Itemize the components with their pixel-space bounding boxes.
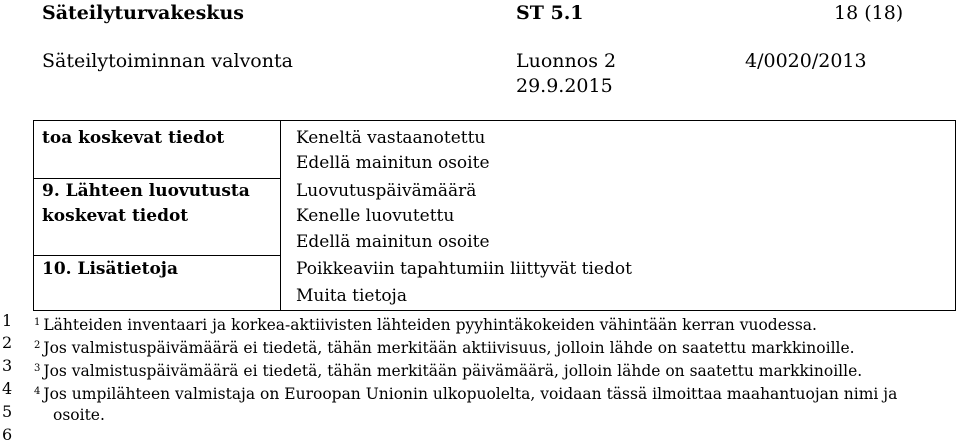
section-label: 9. Lähteen luovutusta	[42, 181, 250, 201]
field-label: Edellä mainitun osoite	[296, 232, 490, 252]
footnote-text: Jos umpilähteen valmistaja on Euroopan Unionin ulkopuolelta, voidaan tässä ilmoittaa maahantuojan nimi ja	[43, 385, 898, 403]
field-label: Luovutuspäivämäärä	[296, 181, 477, 201]
table-bottom-border	[33, 310, 956, 311]
footnote-text: Jos valmistuspäivämäärä ei tiedetä, tähän merkitään päivämäärä, jolloin lähde on saatettu markkinoille.	[43, 362, 863, 380]
footnote-mark: 3	[34, 363, 41, 374]
field-label: Keneltä vastaanotettu	[296, 128, 486, 148]
line-number: 4	[2, 379, 13, 398]
footnote	[34, 381, 897, 405]
footnote-mark: 1	[34, 317, 41, 328]
line-number: 2	[2, 333, 13, 352]
draft-status: Luonnos 2	[516, 50, 617, 72]
footnote	[34, 335, 855, 359]
field-label: Edellä mainitun osoite	[296, 153, 490, 173]
organization-name: Säteilyturvakeskus	[42, 2, 244, 24]
footnote-mark: 4	[34, 386, 41, 397]
footnote-mark: 2	[34, 340, 41, 351]
line-number: 5	[2, 402, 13, 421]
section-label: toa koskevat tiedot	[42, 128, 225, 148]
reference-number: 4/0020/2013	[745, 50, 867, 72]
line-number: 6	[2, 425, 13, 444]
footnote-text: Lähteiden inventaari ja korkea-aktiivisten lähteiden pyyhintäkokeiden vähintään kerran vuodessa.	[43, 316, 817, 334]
footnote	[34, 358, 862, 382]
draft-date: 29.9.2015	[516, 75, 613, 97]
section-label: koskevat tiedot	[42, 206, 189, 226]
section-label: 10. Lisätietoja	[42, 259, 178, 279]
table-column-divider	[280, 120, 281, 310]
table-left-border	[33, 120, 34, 310]
table-top-border	[33, 120, 956, 121]
section-divider	[33, 255, 280, 256]
field-label: Muita tietoja	[296, 286, 407, 306]
footnote-continuation: osoite.	[53, 406, 105, 424]
field-label: Kenelle luovutettu	[296, 206, 455, 226]
line-number: 3	[2, 356, 13, 375]
line-number: 1	[2, 311, 13, 330]
footnote-text: Jos valmistuspäivämäärä ei tiedetä, tähän merkitään aktiivisuus, jolloin lähde on saatettu markkinoille.	[43, 339, 855, 357]
field-label: Poikkeaviin tapahtumiin liittyvät tiedot	[296, 259, 632, 279]
document-code: ST 5.1	[516, 2, 584, 24]
footnote	[34, 312, 817, 336]
page-number: 18 (18)	[834, 2, 904, 24]
table-right-border	[955, 120, 956, 310]
department-name: Säteilytoiminnan valvonta	[42, 50, 293, 72]
